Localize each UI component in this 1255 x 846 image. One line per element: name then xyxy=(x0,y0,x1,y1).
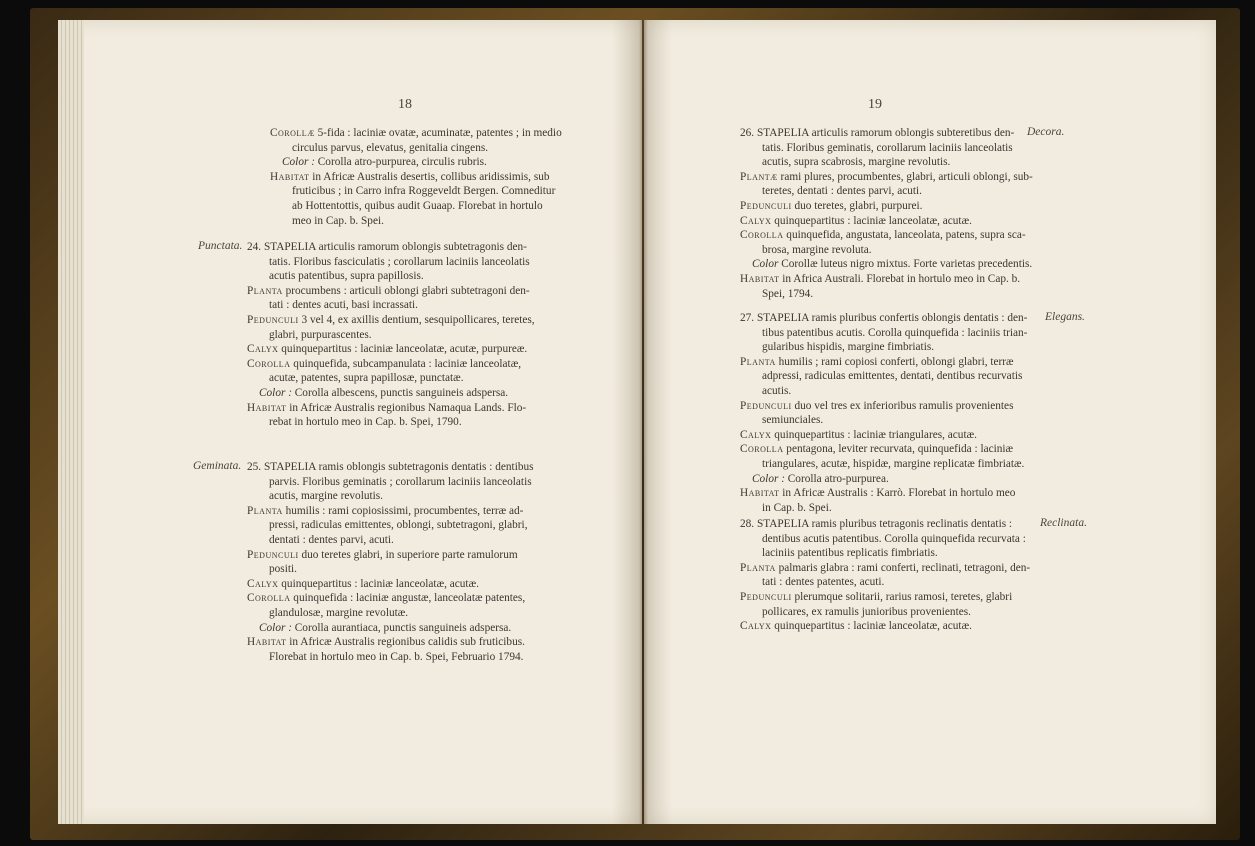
text-line xyxy=(247,255,535,270)
line-text: 27. STAPELIA ramis pluribus confertis oblongis dentatis : den- xyxy=(740,312,1028,324)
text-line xyxy=(247,342,535,357)
page-number-right: 19 xyxy=(868,97,882,112)
line-text: quinquepartitus : laciniæ lanceolatæ, acutæ, purpureæ. xyxy=(278,343,528,356)
line-text: Corolla atro-purpurea. xyxy=(784,472,889,485)
line-text: acutis, supra scabrosis, margine revolutis. xyxy=(762,156,951,169)
page-number-left: 18 xyxy=(398,97,412,112)
line-text: rami plures, procumbentes, glabri, articuli oblongi, sub- xyxy=(777,170,1033,183)
text-line xyxy=(740,228,1033,243)
line-text: in Africa Australi. Florebat in hortulo meo in Cap. b. xyxy=(779,272,1021,285)
text-line xyxy=(247,415,535,430)
section-lead: Calyx xyxy=(740,428,772,441)
text-line xyxy=(247,504,534,519)
text-line xyxy=(270,155,562,170)
line-text: adpressi, radiculas emittentes, dentati, dentibus recurvatis xyxy=(762,370,1023,383)
text-line xyxy=(270,199,562,214)
text-line xyxy=(740,413,1027,428)
text-line xyxy=(247,635,534,650)
entry-24 xyxy=(247,240,535,430)
line-text: acutis patentibus, supra papillosis. xyxy=(269,270,424,283)
section-lead: Pedunculi xyxy=(247,313,299,326)
text-line xyxy=(740,126,1033,141)
text-line xyxy=(740,199,1033,214)
text-line xyxy=(740,486,1027,501)
entry-28 xyxy=(740,517,1030,634)
line-text: in Africæ Australis : Karrò. Florebat in hortulo meo xyxy=(779,487,1016,500)
line-text: 25. STAPELIA ramis oblongis subtetragonis dentatis : dentibus xyxy=(247,461,534,473)
section-lead: Plantæ xyxy=(740,170,778,183)
line-text: dentibus acutis patentibus. Corolla quinquefida recurvata : xyxy=(762,532,1026,545)
text-line xyxy=(247,475,534,490)
entry-26 xyxy=(740,126,1033,301)
line-text: tati : dentes acuti, basi incrassati. xyxy=(269,299,419,312)
line-text: brosa, margine revoluta. xyxy=(762,243,872,256)
line-text: duo teretes, glabri, purpurei. xyxy=(791,199,923,212)
text-line xyxy=(740,399,1027,414)
text-line xyxy=(740,184,1033,199)
text-line xyxy=(740,532,1030,547)
text-line xyxy=(740,561,1030,576)
text-line xyxy=(247,533,534,548)
text-line xyxy=(270,184,562,199)
text-line xyxy=(740,619,1030,634)
line-text: teretes, dentati : dentes parvi, acuti. xyxy=(762,185,922,198)
line-text: positi. xyxy=(269,563,297,576)
text-line xyxy=(740,501,1027,516)
line-text: tibus patentibus acutis. Corolla quinquefida : laciniis trian- xyxy=(762,326,1028,339)
line-text: humilis ; rami copiosi conferti, oblongi glabri, terræ xyxy=(775,355,1014,368)
text-line xyxy=(740,243,1033,258)
left-intro-text xyxy=(270,126,562,228)
text-line xyxy=(740,605,1030,620)
line-text: Corolla atro-purpurea, circulis rubris. xyxy=(314,156,487,169)
line-text: 28. STAPELIA ramis pluribus tetragonis reclinatis dentatis : xyxy=(740,518,1013,530)
text-line xyxy=(247,489,534,504)
color-lead: Color : xyxy=(259,621,292,634)
section-lead: Habitat xyxy=(247,401,287,414)
section-lead: Habitat xyxy=(740,272,780,285)
text-line xyxy=(247,401,535,416)
text-line xyxy=(247,386,535,401)
line-text: Corollæ luteus nigro mixtus. Forte varietas precedentis. xyxy=(778,258,1033,271)
line-text: Corolla aurantiaca, punctis sanguineis adspersa. xyxy=(291,621,512,634)
color-lead: Color : xyxy=(282,156,315,169)
text-line xyxy=(740,272,1033,287)
text-line xyxy=(247,284,535,299)
text-line xyxy=(247,269,535,284)
section-lead: Corolla xyxy=(740,229,784,242)
section-lead: Planta xyxy=(247,284,283,297)
text-line xyxy=(247,240,535,255)
text-line xyxy=(247,621,534,636)
line-text: ab Hottentottis, quibus audit Guaap. Florebat in hortulo xyxy=(292,199,543,212)
margin-label-punctata: Punctata. xyxy=(198,240,243,252)
line-text: Florebat in hortulo meo in Cap. b. Spei, Februario 1794. xyxy=(269,650,524,663)
line-text: tati : dentes patentes, acuti. xyxy=(762,576,885,589)
text-line xyxy=(247,357,535,372)
text-line xyxy=(740,311,1027,326)
text-line xyxy=(247,606,534,621)
line-text: Corolla albescens, punctis sanguineis adspersa. xyxy=(291,386,509,399)
line-text: pollicares, ex ramulis junioribus provenientes. xyxy=(762,605,971,618)
line-text: Spei, 1794. xyxy=(762,287,814,300)
text-line xyxy=(740,472,1027,487)
line-text: glabri, purpurascentes. xyxy=(269,328,372,341)
line-text: 26. STAPELIA articulis ramorum oblongis subteretibus den- xyxy=(740,127,1015,139)
section-lead: Planta xyxy=(740,355,776,368)
text-line xyxy=(270,126,562,141)
text-line xyxy=(740,442,1027,457)
text-line xyxy=(247,591,534,606)
text-line xyxy=(740,355,1027,370)
line-text: in Cap. b. Spei. xyxy=(762,501,832,514)
line-text: quinquepartitus : laciniæ lanceolatæ, acutæ. xyxy=(278,577,479,590)
line-text: humilis : rami copiosissimi, procumbentes, terræ ad- xyxy=(282,504,524,517)
line-text: palmaris glabra : rami conferti, reclinati, tetragoni, den- xyxy=(775,561,1031,574)
line-text: procumbens : articuli oblongi glabri subtetragoni den- xyxy=(282,284,530,297)
section-lead: Calyx xyxy=(740,214,772,227)
line-text: acutæ, patentes, supra papillosæ, punctatæ. xyxy=(269,372,464,385)
line-text: quinquefida, subcampanulata : laciniæ lanceolatæ, xyxy=(290,357,522,370)
line-text: 5-fida : laciniæ ovatæ, acuminatæ, patentes ; in medio xyxy=(314,127,562,139)
line-text: parvis. Floribus geminatis ; corollarum laciniis lanceolatis xyxy=(269,475,532,488)
line-text: quinquepartitus : laciniæ lanceolatæ, acutæ. xyxy=(771,214,972,227)
line-text: quinquepartitus : laciniæ triangulares, acutæ. xyxy=(771,428,977,441)
line-text: circulus parvus, elevatus, genitalia cingens. xyxy=(292,141,489,154)
line-text: duo vel tres ex inferioribus ramulis provenientes xyxy=(791,399,1014,412)
line-text: fruticibus ; in Carro infra Roggeveldt Bergen. Comneditur xyxy=(292,185,556,198)
section-lead: Corolla xyxy=(740,443,784,456)
entry-27 xyxy=(740,311,1027,515)
line-text: in Africæ Australis desertis, collibus aridissimis, sub xyxy=(309,170,550,183)
line-text: pressi, radiculas emittentes, oblongi, subtetragoni, glabri, xyxy=(269,519,528,532)
line-text: in Africæ Australis regionibus Namaqua Lands. Flo- xyxy=(286,401,527,414)
line-text: 24. STAPELIA articulis ramorum oblongis subtetragonis den- xyxy=(247,241,527,253)
text-line xyxy=(740,257,1033,272)
entry-25 xyxy=(247,460,534,664)
line-text: quinquefida : laciniæ angustæ, lanceolatæ patentes, xyxy=(290,592,526,605)
text-line xyxy=(740,546,1030,561)
text-line xyxy=(247,313,535,328)
section-lead: Calyx xyxy=(740,620,772,633)
text-line xyxy=(740,517,1030,532)
line-text: plerumque solitarii, rarius ramosi, teretes, glabri xyxy=(791,590,1013,603)
line-text: glandulosæ, margine revolutæ. xyxy=(269,606,409,619)
text-line xyxy=(247,548,534,563)
line-text: meo in Cap. b. Spei. xyxy=(292,214,384,227)
section-lead: Pedunculi xyxy=(740,199,792,212)
section-lead: Corolla xyxy=(247,357,291,370)
line-text: semiunciales. xyxy=(762,414,824,427)
text-line xyxy=(740,384,1027,399)
line-text: dentati : dentes parvi, acuti. xyxy=(269,533,394,546)
color-lead: Color : xyxy=(752,472,785,485)
text-line xyxy=(740,287,1033,302)
line-text: tatis. Floribus geminatis, corollarum laciniis lanceolatis xyxy=(762,141,1013,154)
margin-label-elegans: Elegans. xyxy=(1045,311,1085,323)
section-lead: Calyx xyxy=(247,577,279,590)
section-lead: Calyx xyxy=(247,343,279,356)
text-line xyxy=(740,214,1033,229)
section-lead: Habitat xyxy=(270,170,310,183)
text-line xyxy=(247,328,535,343)
text-line xyxy=(740,141,1033,156)
section-lead: Habitat xyxy=(740,487,780,500)
line-text: in Africæ Australis regionibus calidis sub fruticibus. xyxy=(286,636,525,649)
line-text: quinquefida, angustata, lanceolata, patens, supra sca- xyxy=(783,229,1026,242)
section-lead: Planta xyxy=(247,504,283,517)
page-edges xyxy=(58,20,84,824)
text-line xyxy=(740,170,1033,185)
line-text: rebat in hortulo meo in Cap. b. Spei, 1790. xyxy=(269,416,462,429)
line-text: quinquepartitus : laciniæ lanceolatæ, acutæ. xyxy=(771,620,972,633)
line-text: triangulares, acutæ, hispidæ, margine replicatæ fimbriatæ. xyxy=(762,457,1025,470)
text-line xyxy=(740,457,1027,472)
margin-label-decora: Decora. xyxy=(1027,126,1065,138)
section-lead: Pedunculi xyxy=(740,590,792,603)
line-text: acutis. xyxy=(762,384,792,397)
line-text: gularibus hispidis, margine fimbriatis. xyxy=(762,341,935,354)
text-line xyxy=(740,155,1033,170)
section-lead: Corolla xyxy=(247,592,291,605)
text-line xyxy=(740,340,1027,355)
line-text: duo teretes glabri, in superiore parte ramulorum xyxy=(298,548,518,561)
text-line xyxy=(740,575,1030,590)
color-lead: Color xyxy=(752,258,779,271)
margin-label-geminata: Geminata. xyxy=(193,460,242,472)
text-line xyxy=(740,428,1027,443)
text-line xyxy=(247,371,535,386)
text-line xyxy=(270,214,562,229)
line-text: pentagona, leviter recurvata, quinquefida : laciniæ xyxy=(783,443,1014,456)
section-lead: Habitat xyxy=(247,636,287,649)
section-lead: Pedunculi xyxy=(740,399,792,412)
color-lead: Color : xyxy=(259,386,292,399)
margin-label-reclinata: Reclinata. xyxy=(1040,517,1087,529)
text-line xyxy=(247,460,534,475)
text-line xyxy=(740,369,1027,384)
line-text: laciniis patentibus replicatis fimbriatis. xyxy=(762,547,938,560)
text-line xyxy=(740,590,1030,605)
section-lead: Pedunculi xyxy=(247,548,299,561)
line-text: 3 vel 4, ex axillis dentium, sesquipollicares, teretes, xyxy=(298,313,535,326)
text-line xyxy=(270,141,562,156)
text-line xyxy=(247,577,534,592)
section-lead: Planta xyxy=(740,561,776,574)
text-line xyxy=(247,298,535,313)
line-text: tatis. Floribus fasciculatis ; corollarum laciniis lanceolatis xyxy=(269,255,530,268)
line-text: acutis, margine revolutis. xyxy=(269,490,383,503)
section-lead: Corollæ xyxy=(270,127,315,139)
text-line xyxy=(740,326,1027,341)
text-line xyxy=(270,170,562,185)
text-line xyxy=(247,650,534,665)
text-line xyxy=(247,562,534,577)
text-line xyxy=(247,518,534,533)
